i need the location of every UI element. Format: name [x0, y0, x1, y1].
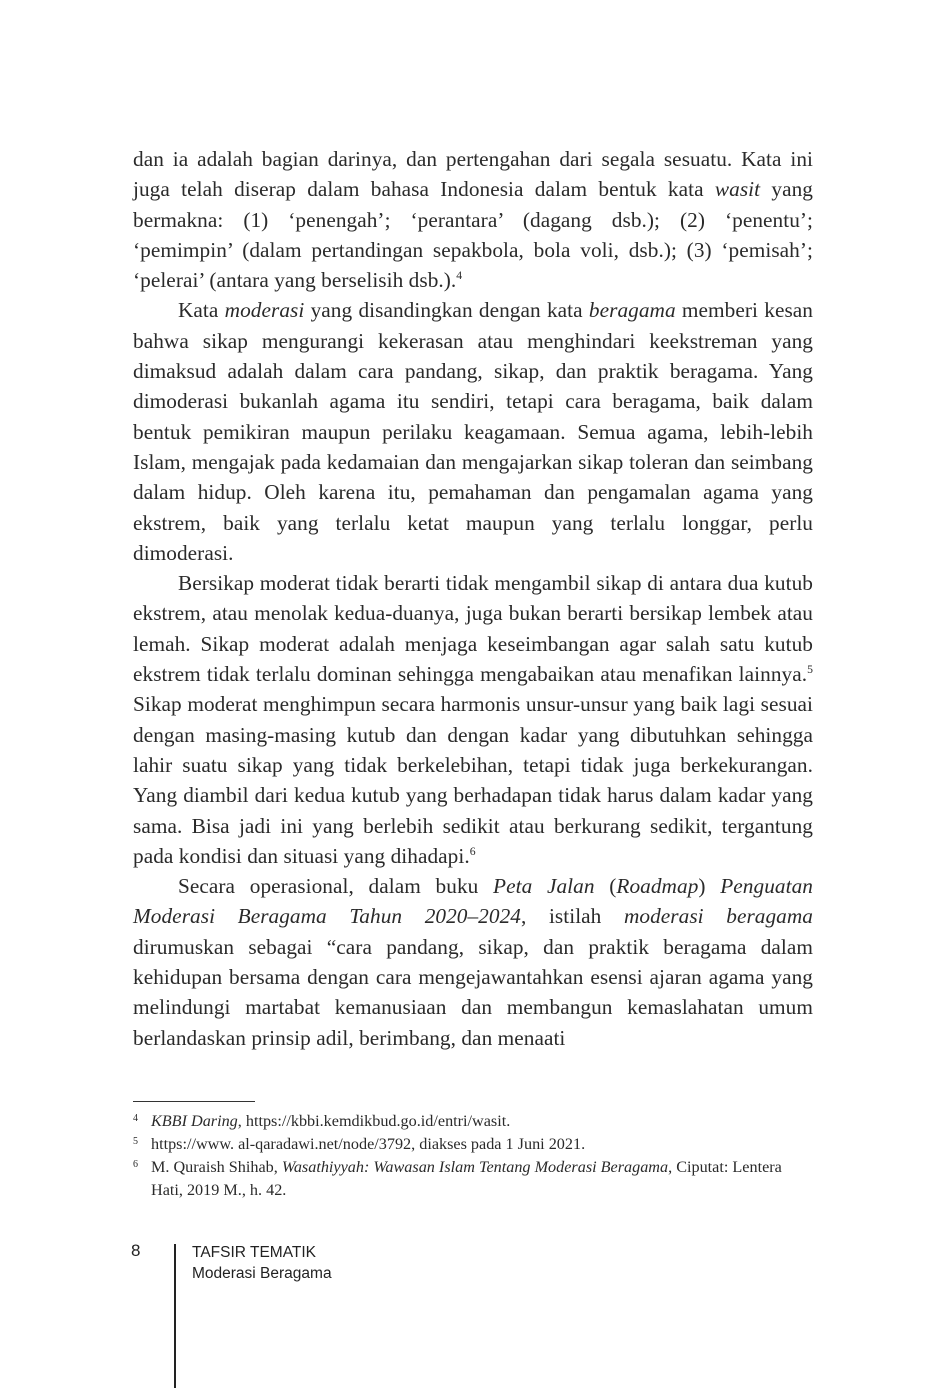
footnote-6	[133, 1156, 813, 1202]
footnote-divider	[133, 1101, 255, 1102]
text-run: dan ia adalah bagian darinya, dan pertengahan dari segala sesuatu. Kata ini juga telah diserap dalam bahasa Indonesia dalam bentuk kata	[133, 147, 813, 202]
paragraph-3	[133, 568, 813, 871]
italic-term: Peta Jalan	[493, 874, 595, 899]
text-run: Kata	[178, 298, 225, 323]
footnote-italic: Wasathiyyah: Wawasan Islam Tentang Moderasi Beragama	[281, 1158, 669, 1176]
footnote-italic: KBBI Daring	[151, 1112, 238, 1130]
footnotes	[133, 1110, 813, 1202]
footnote-text: https://www. al-qaradawi.net/node/3792, diakses pada 1 Juni 2021.	[151, 1135, 586, 1153]
italic-term: moderasi beragama	[623, 904, 814, 929]
text-run: yang disandingkan dengan kata	[304, 298, 589, 323]
footnote-number: 4	[133, 1113, 138, 1124]
footnote-4	[133, 1110, 813, 1133]
text-run: )	[698, 874, 721, 899]
text-run: Secara operasional, dalam buku	[178, 874, 494, 899]
text-run: Bersikap moderat tidak berarti tidak mengambil sikap di antara dua kutub ekstrem, atau menolak kedua-duanya, juga bukan berarti bersikap lembek atau lemah. Sikap moderat adalah menjaga keseimbangan agar salah satu kutub ekstrem tidak terlalu dominan sehingga mengabaikan atau menafikan lainnya.	[133, 571, 813, 687]
paragraph-2	[133, 295, 813, 568]
main-text	[133, 144, 813, 1053]
text-run: yang bermakna: (1) ‘penengah’; ‘perantara’ (dagang dsb.); (2) ‘penentu’; ‘pemimpin’ (dalam pertandingan sepakbola, bola voli, dsb.); (3) ‘pemisah’; ‘pelerai’ (antara yang berselisih dsb.).	[133, 177, 813, 293]
text-run: (	[594, 874, 617, 899]
paragraph-1	[133, 144, 813, 295]
footnote-number: 5	[133, 1136, 138, 1147]
italic-term: moderasi	[224, 298, 305, 323]
running-footer	[192, 1242, 332, 1284]
footnote-number: 6	[133, 1159, 138, 1170]
italic-term: Penguatan Moderasi Beragama Tahun 2020–2024	[133, 874, 813, 929]
text-run: dirumuskan sebagai “cara pandang, sikap, dan praktik beragama dalam kehidupan bersama dengan cara mengejawantahkan esensi ajaran agama yang melindungi martabat kemanusiaan dan membangun kemaslahatan umum berlandaskan prinsip adil, berimbang, dan menaati	[133, 934, 813, 1050]
series-title: TAFSIR TEMATIK	[192, 1244, 317, 1261]
footnote-ref-4[interactable]: 4	[456, 269, 463, 283]
text-run: memberi kesan bahwa sikap mengurangi kekerasan atau menghindari keekstreman yang dimaksud adalah dalam cara pandang, sikap, dan praktik beragama. Yang dimoderasi bukanlah agama itu sendiri, tetapi cara beragama, baik dalam bentuk pemikiran maupun perilaku keagamaan. Semua agama, lebih-lebih Islam, mengajak pada kedamaian dan mengajarkan sikap toleran dan seimbang dalam hidup. Oleh karena itu, pemahaman dan pengamalan agama yang ekstrem, baik yang terlalu ketat maupun yang terlalu longgar, perlu dimoderasi.	[133, 298, 813, 565]
page-number: 8	[131, 1241, 141, 1260]
text-run: , istilah	[520, 904, 624, 929]
footnote-text: , Ciputat: Lentera Hati, 2019 M., h. 42.	[151, 1158, 782, 1199]
book-title: Moderasi Beragama	[192, 1265, 332, 1282]
text-run: Sikap moderat menghimpun secara harmonis unsur-unsur yang baik lagi sesuai dengan masing-masing kutub dan dengan kadar yang dibutuhkan sehingga lahir suatu sikap yang tidak berkelebihan, tetapi tidak juga berkekurangan. Yang diambil dari kedua kutub yang berhadapan tidak harus dalam kadar yang sama. Bisa jadi ini yang berlebih sedikit atau berkurang sedikit, tergantung pada kondisi dan situasi yang dihadapi.	[133, 692, 813, 868]
footnote-ref-5[interactable]: 5	[807, 662, 813, 676]
paragraph-4	[133, 871, 813, 1053]
italic-term: Roadmap	[616, 874, 699, 899]
italic-term: wasit	[714, 177, 761, 202]
footer-divider	[174, 1244, 176, 1388]
italic-term: beragama	[588, 298, 676, 323]
footnote-5	[133, 1133, 813, 1156]
footnote-ref-6[interactable]: 6	[469, 844, 476, 858]
footnote-text: , https://kbbi.kemdikbud.go.id/entri/wasit.	[237, 1112, 511, 1130]
footnote-text: M. Quraish Shihab,	[151, 1158, 282, 1176]
